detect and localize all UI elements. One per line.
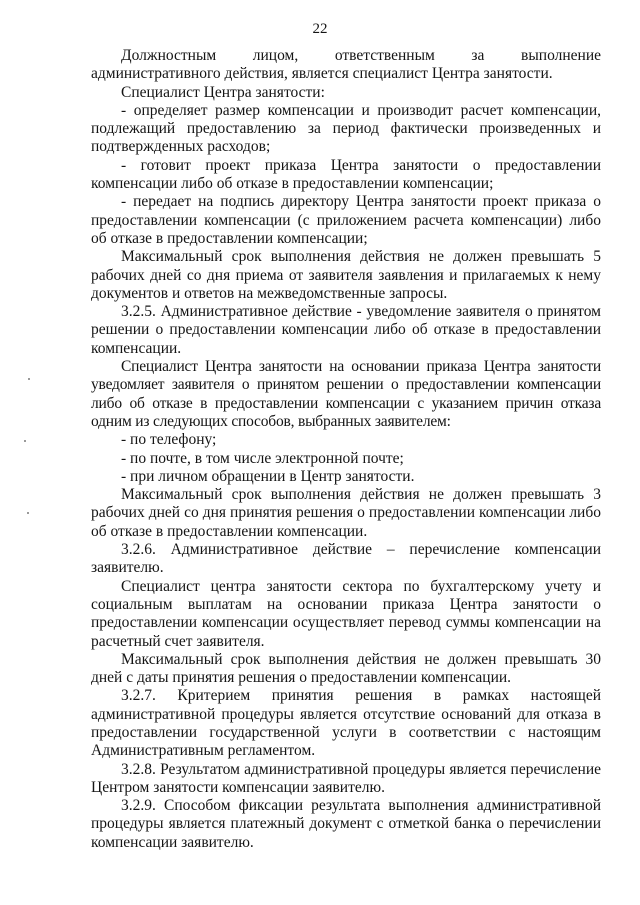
list-item-in-person: - при личном обращении в Центр занятости.	[121, 467, 415, 485]
paragraph-specialist-heading: Специалист Центра занятости:	[121, 83, 325, 101]
paragraph-max-term-3-days: Максимальный срок выполнения действия не должен превышать 3 рабочих дней со дня принятия решения о предоставлении компенсации либо об отказе в предоставлении компенсации.	[91, 486, 601, 540]
page-number: 22	[312, 21, 328, 37]
list-item-prepare-order: - готовит проект приказа Центра занятости о предоставлении компенсации либо об отказе в предоставлении компенсации;	[91, 156, 601, 193]
section-3-2-8: 3.2.8. Результатом административной процедуры является перечисление Центром занятости компенсации заявителю.	[91, 760, 601, 796]
paragraph-responsible-person: Должностным лицом, ответственным за выполнение административного действия, является специалист Центра занятости.	[91, 47, 601, 83]
list-item-calculate-compensation: - определяет размер компенсации и производит расчет компенсации, подлежащий предоставлению за период фактически произведенных и подтвержденных расходов;	[91, 101, 601, 156]
list-item-submit-for-signature: - передает на подпись директору Центра занятости проект приказа о предоставлении компенсации (с приложением расчета компенсации) либо об отказе в предоставлении компенсации;	[91, 193, 601, 247]
paragraph-transfer: Специалист центра занятости сектора по бухгалтерскому учету и социальным выплатам на основании приказа Центра занятости о предоставлении компенсации осуществляет перевод суммы компенсации на расчетный счет заявителя.	[91, 577, 601, 650]
section-3-2-5: 3.2.5. Административное действие - уведомление заявителя о принятом решении о предоставлении компенсации либо об отказе в предоставлении компенсации.	[91, 303, 601, 357]
section-3-2-9: 3.2.9. Способом фиксации результата выполнения административной процедуры является платежный документ с отметкой банка о перечислении компенсации заявителю.	[91, 797, 601, 851]
list-item-by-mail: - по почте, в том числе электронной почте;	[121, 449, 404, 467]
paragraph-max-term-5-days: Максимальный срок выполнения действия не должен превышать 5 рабочих дней со дня приема от заявителя заявления и прилагаемых к нему документов и ответов на межведомственные запросы.	[91, 248, 601, 302]
section-3-2-7: 3.2.7. Критерием принятия решения в рамках настоящей административной процедуры является отсутствие оснований для отказа в предоставлении государственной услуги в соответствии с настоящим Административным регламентом.	[91, 687, 601, 760]
scan-speck	[27, 512, 29, 514]
paragraph-max-term-30-days: Максимальный срок выполнения действия не должен превышать 30 дней с даты принятия решения о предоставлении компенсации.	[91, 650, 601, 687]
section-3-2-6: 3.2.6. Административное действие – перечисление компенсации заявителю.	[91, 541, 601, 577]
list-item-by-phone: - по телефону;	[121, 431, 217, 449]
document-body	[91, 47, 601, 852]
scan-speck	[24, 440, 26, 442]
paragraph-notification: Специалист Центра занятости на основании приказа Центра занятости уведомляет заявителя о принятом решении о предоставлении компенсации либо об отказе в предоставлении компенсации с указанием причин отказа одним из следующих способов, выбранных заявителем:	[91, 358, 601, 430]
scan-speck	[28, 378, 30, 380]
